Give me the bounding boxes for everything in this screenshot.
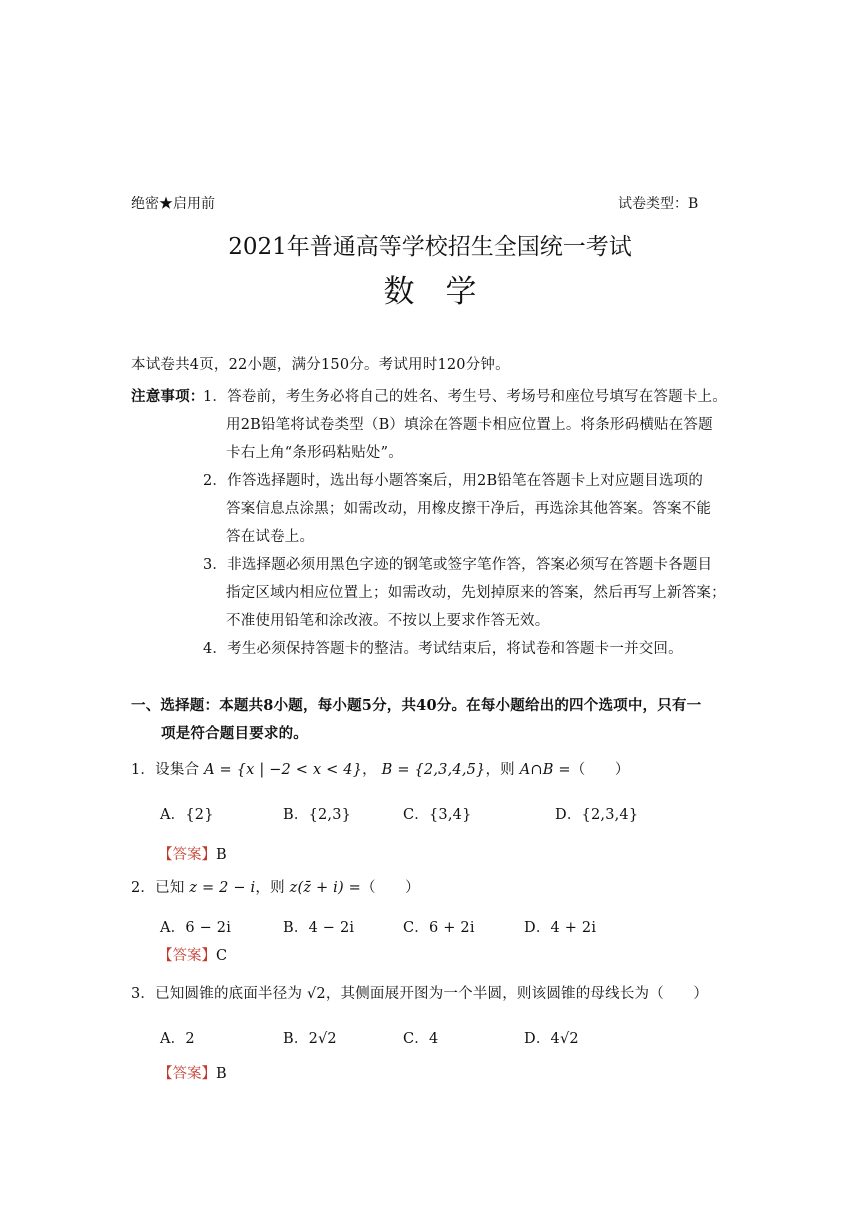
question-2-option-a: A．6 − 2i [160, 920, 232, 936]
question-1-ask: ，则 [485, 762, 515, 778]
section-1-heading-line-1: 一、选择题：本题共8小题，每小题5分，共40分。在每小题给出的四个选项中，只有一 [131, 697, 702, 714]
question-3-radius: √2 [306, 986, 326, 1002]
question-1-set-b: B = {2,3,4,5} [381, 762, 486, 778]
question-2-given: z = 2 − i [189, 880, 256, 896]
question-3-option-d: D．4√2 [524, 1031, 579, 1047]
exam-title: 2021年普通高等学校招生全国统一考试 [228, 234, 632, 260]
question-3-answer: 【答案】B [158, 1066, 227, 1082]
notice-3-line-1: 3．非选择题必须用黑色字迹的钢笔或签字笔作答，答案必须写在答题卡各题目 [203, 557, 713, 573]
question-1-option-a: A．{2} [160, 807, 214, 823]
notice-4-line-1: 4．考生必须保持答题卡的整洁。考试结束后，将试卷和答题卡一并交回。 [203, 641, 683, 657]
question-2-option-c: C．6 + 2i [403, 920, 475, 936]
question-3-option-a: A．2 [160, 1031, 195, 1047]
section-1-heading-line-2: 项是符合题目要求的。 [161, 725, 308, 742]
paper-type-label: 试卷类型：B [618, 196, 699, 212]
question-2-paren: （ ） [360, 880, 420, 896]
question-2-option-d: D．4 + 2i [524, 920, 597, 936]
notice-label: 注意事项： [131, 388, 205, 405]
notice-3-line-3: 不准使用铅笔和涂改液。不按以上要求作答无效。 [226, 613, 550, 629]
confidential-label: 绝密★启用前 [131, 196, 215, 212]
question-1-option-b: B．{2,3} [283, 807, 352, 823]
question-1-prefix: 设集合 [155, 762, 200, 778]
subject-title: 数 学 [383, 274, 477, 310]
notice-2-line-2: 答案信息点涂黑；如需改动，用橡皮擦干净后，再选涂其他答案。答案不能 [226, 501, 712, 517]
exam-intro: 本试卷共4页，22小题，满分150分。考试用时120分钟。 [131, 357, 510, 373]
notice-2-line-3: 答在试卷上。 [226, 529, 315, 545]
question-3-stem [131, 982, 708, 1003]
question-1-stem [131, 758, 630, 779]
question-3-prefix: 已知圆锥的底面半径为 [155, 986, 303, 1002]
question-2-prefix: 已知 [155, 880, 185, 896]
notice-1-line-3: 卡右上角“条形码粘贴处”。 [226, 445, 403, 461]
question-2-answer: 【答案】C [158, 948, 228, 964]
question-3-option-b: B．2√2 [283, 1031, 337, 1047]
notice-2-line-1: 2．作答选择题时，选出每小题答案后，用2B铅笔在答题卡上对应题目选项的 [203, 473, 704, 489]
question-3-rest: ，其侧面展开图为一个半圆，则该圆锥的母线长为（ ） [325, 986, 709, 1002]
notice-1-line-2: 用2B铅笔将试卷类型（B）填涂在答题卡相应位置上。将条形码横贴在答题 [226, 417, 713, 433]
question-2-stem [131, 876, 420, 897]
question-1-number: 1． [131, 762, 156, 778]
question-2-number: 2． [131, 880, 156, 896]
question-2-option-b: B．4 − 2i [283, 920, 355, 936]
notice-1-line-1: 1．答卷前，考生务必将自己的姓名、考生号、考场号和座位号填写在答题卡上。 [203, 389, 727, 405]
question-1-sep: ， [362, 762, 377, 778]
question-2-ask: ，则 [255, 880, 285, 896]
question-1-expr: A∩B = [519, 762, 571, 778]
question-3-option-c: C．4 [403, 1031, 439, 1047]
question-1-set-a: A = {x | −2 < x < 4} [204, 762, 363, 778]
question-1-answer: 【答案】B [158, 847, 227, 863]
question-1-option-d: D．{2,3,4} [555, 807, 639, 823]
question-2-expr: z(z̄ + i) = [289, 880, 361, 896]
question-1-option-c: C．{3,4} [403, 807, 472, 823]
notice-3-line-2: 指定区域内相应位置上；如需改动，先划掉原来的答案，然后再写上新答案； [226, 585, 726, 601]
question-3-number: 3． [131, 986, 156, 1002]
question-1-paren: （ ） [570, 762, 630, 778]
